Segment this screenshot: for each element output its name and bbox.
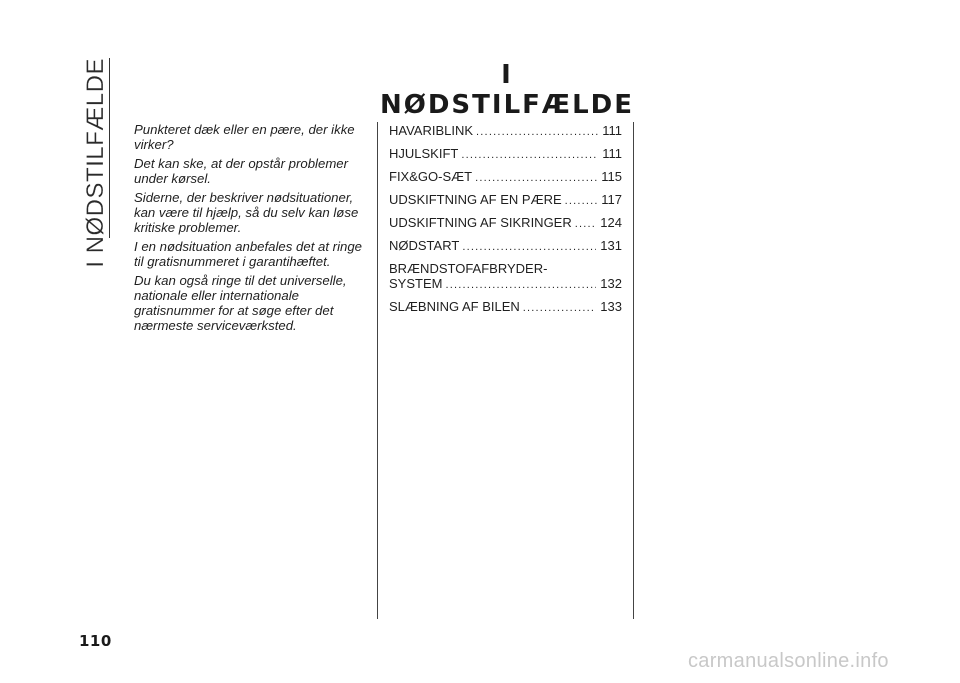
toc-entry-page: 124 bbox=[600, 215, 622, 230]
toc-entry-page: 131 bbox=[600, 238, 622, 253]
toc-entry-label: UDSKIFTNING AF SIKRINGER bbox=[389, 215, 572, 230]
toc-leader-dots bbox=[461, 148, 598, 163]
toc-entry-page: 133 bbox=[600, 299, 622, 314]
intro-line: under kørsel. bbox=[134, 171, 211, 186]
intro-line: Det kan ske, at der opstår problemer bbox=[134, 156, 349, 171]
toc-entry-braendstofafbrydersystem[interactable] bbox=[389, 261, 622, 293]
intro-line: kan være til hjælp, så du selv kan løse bbox=[134, 205, 359, 220]
toc-entry-page: 111 bbox=[602, 123, 622, 138]
column-divider-left bbox=[377, 122, 378, 619]
side-tab-label: I NØDSTILFÆLDE bbox=[82, 58, 109, 268]
toc-entry-label: FIX&GO-SÆT bbox=[389, 169, 473, 184]
toc-entry-label: HAVARIBLINK bbox=[389, 123, 474, 138]
page-number: 110 bbox=[79, 632, 112, 650]
toc-entry-label: UDSKIFTNING AF EN PÆRE bbox=[389, 192, 562, 207]
intro-line: Punkteret dæk eller en pære, der ikke bbox=[134, 122, 355, 137]
intro-line: virker? bbox=[134, 137, 174, 152]
intro-text bbox=[134, 122, 366, 333]
intro-line: kritiske problemer. bbox=[134, 220, 242, 235]
side-tab-rule bbox=[109, 58, 110, 238]
toc-entry-udskiftning-sikringer[interactable] bbox=[389, 215, 622, 232]
toc-entry-page: 132 bbox=[600, 276, 622, 291]
toc-entry-havariblink[interactable] bbox=[389, 123, 622, 140]
toc-entry-fix-go-saet[interactable] bbox=[389, 169, 622, 186]
toc-entry-page: 111 bbox=[602, 146, 622, 161]
intro-line: Siderne, der beskriver nødsituationer, bbox=[134, 190, 354, 205]
toc-entry-hjulskift[interactable] bbox=[389, 146, 622, 163]
toc-leader-dots bbox=[476, 125, 598, 140]
intro-line: gratisnummer for at søge efter det bbox=[134, 303, 334, 318]
toc-entry-page: 115 bbox=[601, 169, 622, 184]
toc-leader-dots bbox=[475, 171, 597, 186]
side-tab bbox=[82, 58, 109, 268]
toc-leader-dots bbox=[565, 194, 598, 209]
toc-entry-udskiftning-paere[interactable] bbox=[389, 192, 622, 209]
toc-entry-label: SLÆBNING AF BILEN bbox=[389, 299, 520, 314]
intro-line: Du kan også ringe til det universelle, bbox=[134, 273, 347, 288]
intro-line: I en nødsituation anbefales det at ringe bbox=[134, 239, 363, 254]
toc-entry-noedstart[interactable] bbox=[389, 238, 622, 255]
toc-entry-label-line1: BRÆNDSTOFAFBRYDER- bbox=[389, 261, 548, 276]
toc-entry-label: SYSTEM bbox=[389, 276, 443, 291]
page-title: I NØDSTILFÆLDE bbox=[379, 60, 635, 120]
column-divider-right bbox=[633, 122, 634, 619]
intro-line: nærmeste serviceværksted. bbox=[134, 318, 297, 333]
toc-entry-page: 117 bbox=[601, 192, 622, 207]
intro-line: til gratisnummeret i garantihæftet. bbox=[134, 254, 331, 269]
watermark: carmanualsonline.info bbox=[688, 650, 889, 672]
intro-line: nationale eller internationale bbox=[134, 288, 299, 303]
toc-leader-dots bbox=[445, 278, 596, 293]
toc-entry-label: HJULSKIFT bbox=[389, 146, 459, 161]
toc-leader-dots bbox=[575, 217, 597, 232]
toc-entry-slaebning[interactable] bbox=[389, 299, 622, 316]
toc-entry-label: NØDSTART bbox=[389, 238, 460, 253]
table-of-contents bbox=[389, 123, 622, 322]
toc-leader-dots bbox=[523, 301, 597, 316]
toc-leader-dots bbox=[462, 240, 596, 255]
